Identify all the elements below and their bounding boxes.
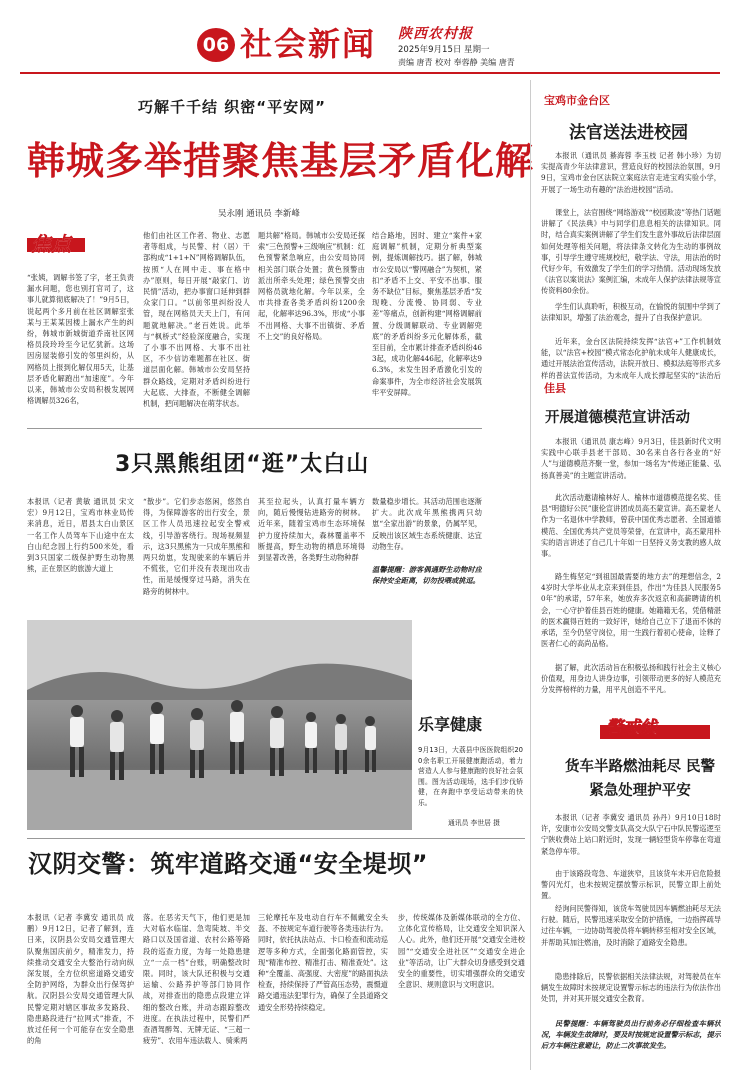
jiaxian-headline: 开展道德模范宣讲活动 (545, 410, 690, 426)
section-title: 社会新闻 (240, 25, 377, 63)
baoji-headline: 法官送法进校园 (569, 123, 688, 143)
baoji-para-4: 近年来，金台区法院持续发挥“法官+”工作机制效能，以“法官+校园”模式常态化护航未成年人健康成长，通过开展法治宣传活动，法院开放日、模拟法庭等形式多样的普法宣传活动，为未成年人成长撑起坚实的“法治后 (541, 337, 721, 380)
running-event-photo (27, 620, 412, 830)
bear-headline: 3只黑熊组团“逛”太白山 (115, 452, 370, 477)
lead-column-2: 他们由社区工作者、物业、志愿者等组成，与民警、村（居）干部构成“1+1+N”网格调解队伍，按照“人在网中走、事在格中办”原则，每日开展“敲家门、访民情”活动，把办事窗口延伸到群众家门口。“以前邻里纠纷没人管，现在网格员天天上门，有问题就地解决。”老百姓说。此举与“枫桥式”经验深度融合，实现了小事不出网格、大事不出社区，不少信访难题都在社区、街道层面化解。韩城市公安局坚持群众路线，定期对矛盾纠纷进行大起底、大排查，不断健全调解机制，把问题解决在萌芽状态。 (143, 231, 250, 409)
lead-column-3: 题共解”格局。韩城市公安局还探索“三色预警+三级响应”机制：红色预警紧急响应，由公安局协同相关部门联合处置；黄色预警由派出所牵头处理；绿色预警交由网格员就地化解。今年以来，全市共排查各类矛盾纠纷1200余起，化解率达96.3%，形成“小事不出网格、大事不出镇街、矛盾不上交”的良好格局。 (258, 231, 365, 341)
jiaxian-kicker: 佳县 (544, 382, 566, 395)
bear-column-3: 其至拉起头，认真打量车辆方向，随后慢慢钻进路旁的树林。近年来，随着宝鸡市生态环境保护力度持续加大，森林覆盖率不断提高，野生动物的栖息环境得到显著改善，各类野生动物种群 (258, 497, 365, 563)
right-column-rule (530, 80, 531, 1070)
jiaxian-para-2: 此次活动邀请榆林好人、榆林市道德模范提名奖、佳县“明德好公民”康伦宣讲团成员高丕蒙宣讲。高丕蒙老人作为一名退休中学教师，曾获中国优秀志愿者、全国道德模范、全国优秀共产党员等荣誉，在宣讲中，高丕蒙用朴实的语言讲述了自己几十年如一日坚持义务支教的感人故事。 (541, 493, 721, 559)
lead-kicker: 巧解千千结 织密“平安网” (138, 98, 326, 116)
hanyin-column-1: 本报讯（记者 李冀安 通讯员 成鹏）9月12日，记者了解到，连日来，汉阴县公安局交通管理大队聚焦国庆前夕，精准发力，持续推动交通安全大整治行动向纵深发展，全方位织密道路交通安全防护网络，为群众出行保驾护航。汉阴县公安局交通管理大队民警定期对辖区事故多发路段、隐患路段进行“拉网式”排查，不放过任何一个可能存在安全隐患的角 (27, 913, 134, 1046)
bear-column-1: 本报讯（记者 黄敏 通讯员 宋文宏）9月12日，宝鸡市林业局传来消息，近日，眉县太白山景区一名工作人员驾车下山途中在太白山纪念园上行约500米处，看到3只国家二级保护野生动物黑熊，正在景区的旅游大道上 (27, 497, 134, 574)
lead-headline: 韩城多举措聚焦基层矛盾化解 (27, 139, 535, 183)
bear-column-2: “散步”。它们步态悠闲，悠然自得，为保障游客的出行安全，景区工作人员迅速拉起安全警戒线，引导游客绕行。现场视频显示，这3只黑熊为一只成年黑熊和两只幼崽，发现驶来的车辆后并不慌张，它们并没有表现出攻击性，而是缓慢穿过马路，消失在路旁的树林中。 (143, 497, 250, 596)
hanyin-column-4: 步，传统媒体及新媒体联动的全方位、立体化宣传格局，让交通安全知识深入人心。此外，他们还开展“交通安全进校园”“交通安全进社区”“交通安全进企业”等活动，让广大群众切身感受到交通安全的重要性，切实增强群众的交通安全意识、规则意识与文明意识。 (398, 913, 525, 990)
issue-date: 2025年9月15日 星期一 (398, 45, 490, 55)
jiaxian-para-4: 据了解，此次活动旨在积极弘扬和践行社会主义核心价值观，用身边人讲身边事，引领带动更多的好人模范充分发挥榜样的力量，用平凡创造不平凡。 (541, 663, 721, 695)
alert-para-2: 由于该路段弯急、车道狭窄，且该货车未开启危险报警闪光灯，也未按规定摆放警示标识，民警立即上前处置。 (541, 869, 721, 901)
health-photo-credit: 通讯员 李世居 摄 (448, 819, 500, 827)
masthead-rule (20, 72, 720, 74)
baoji-kicker: 宝鸡市金台区 (544, 94, 610, 107)
health-caption: 9月13日，大荔县中医医院组织200余名职工开展健康跑活动，着力营造人人参与健康跑的良好社会氛围。图为活动现场，选手们步伐矫健，在奔跑中享受运动带来的快乐。 (418, 746, 523, 807)
lead-byline: 吴永刚 通讯员 李新峰 (218, 209, 300, 219)
bear-reminder: 温馨提醒：游客偶遇野生动物时应保持安全距离，切勿投喂或挑逗。 (372, 565, 482, 586)
alert-tag-label: 警戒线 (606, 718, 657, 738)
health-title: 乐享健康 (418, 715, 483, 734)
bear-column-4: 数量稳步增长。其活动范围也逐渐扩大。此次成年黑熊携两只幼崽“全家出游”的景象，仍属罕见，反映出该区域生态系统健康、达宜动物生存。 (372, 497, 482, 551)
focus-tag (27, 228, 85, 256)
runners-illustration (27, 620, 412, 830)
alert-para-4: 隐患排除后，民警依据相关法律法规，对驾驶员在车辆发生故障时未按规定设置警示标志的违法行为依法作出处罚，并对其开展交通安全教育。 (541, 972, 721, 1004)
hanyin-column-3: 三轮摩托车及电动自行车不佩戴安全头盔、不按规定车道行驶等各类违法行为。同时，依托执法站点、卡口检查和流动巡逻等多种方式，全面强化路面管控，实现“精准布控、精准打击、精准查处”。这种“全覆盖、高强度、大密度”的路面执法检查，持续保持了严管高压态势，震慑道路交通违法犯罪行为，确保了全县道路交通安全形势持续稳定。 (258, 913, 388, 1012)
focus-tag-label: 焦点 (31, 232, 71, 256)
section-divider (27, 428, 482, 429)
hanyin-headline: 汉阴交警：筑牢道路交通“安全堤坝” (28, 850, 429, 878)
section-divider-2 (27, 838, 525, 839)
alert-reminder: 民警提醒：车辆驾驶员出行前务必仔细检查车辆状况，车辆发生故障时，要及时按规定设置警示标志，提示后方车辆注意避让，防止二次事故发生。 (541, 1019, 721, 1051)
hanyin-column-2: 落。在恶劣天气下，他们更是加大对临水临崖、急弯陡坡、半交路口以及国省道、农村公路等路段的巡查力度，为每一处隐患建立“一点一档”台账，明确整改时限。同时，该大队还积极与交通运输、公路养护等部门协同作战，对排查出的隐患点段建立详细的整改台账，并动态跟踪整改进度。在执法过程中，民警们严查酒驾醉驾、无牌无证、“三超一疲劳”、农用车违法载人、骑乘两 (143, 913, 250, 1046)
baoji-para-3: 学生们认真聆听，积极互动，在愉悦的氛围中学到了法律知识，增强了法治观念，提升了自我保护意识。 (541, 302, 721, 323)
baoji-para-1: 本报讯（通讯员 綦海蓉 李玉枝 记者 韩小珍）为切实提高青少年法律意识，营造良好的校园法治氛围，9月9日，宝鸡市金台区法院立案庭法官走进宝鸡实验小学，开展了一场生动有趣的“法治进校园”活动。 (541, 151, 721, 194)
jiaxian-para-3: 路生梅坚定“到祖国最需要的地方去”的理想信念，24岁时大学毕业从北京来到佳县，作出“为佳县人民服务50年”的承诺，57年来，她放弃多次返京和高薪聘请的机会，一心守护着佳县百姓的健康。她籍籍无名，凭借精湛的医术赢得百姓的一致好评，她给自己立下了退而不休的承诺，至今仍坚守岗位，用一生践行着初心使命，诠释了医者仁心的高尚品格。 (541, 572, 721, 649)
alert-para-3: 经询问民警得知，该货车驾驶员因车辆燃油耗尽无法行驶。随后，民警迅速采取安全防护措施，一边指挥疏导过往车辆，一边协助驾驶员将车辆转移至相对安全区域，并帮助其加注燃油，及时消除了道路安全隐患。 (541, 904, 721, 947)
baoji-para-2: 课堂上，法官围绕“网络游戏”“校园欺凌”等热门话题讲解了《民法典》中与同学们息息相关的法律知识。同时，结合真实案例讲解了学生们发生意外事故后法律层面如何处理等相关问题，将法律条文转化为生动的事例故事，引导学生遵守班规校纪，敬学法、守法，用法治的时代好少年，有效激发了学生们的学习热情。活动现场发放《法官以案说法》案例汇编，未成年人保护法律法规等宣传资料80余份。 (541, 208, 721, 296)
page-number: 06 (202, 34, 230, 56)
alert-para-1: 本报讯（记者 李冀安 通讯员 孙丹）9月10日18时许，安康市公安局交警支队高交大队宁石中队民警巡逻至宁陕收费站上站口附近时，发现一辆轻型货车停靠在弯道紧急停车带。 (541, 813, 721, 856)
alert-headline: 货车半路燃油耗尽 民警紧急处理护平安 (564, 759, 716, 799)
newspaper-name: 陕西农村报 (398, 26, 473, 42)
lead-column-4: 结合路地，因时、建立“案件+家庭调解”机制，定期分析典型案例，提炼调解技巧。据了解，韩城市公安局以“警网融合”为契机，紧扣“矛盾不上交、平安不出事、服务不缺位”目标，聚焦基层矛盾“发现晚、分流慢、协同弱、专业差”等痛点，创新构建“网格调解前置、分级调解联动、专业调解兜底”的矛盾纠纷多元化解体系，截至目前，全市累计排查矛盾纠纷463起，成功化解446起，化解率达96.3%，未发生因矛盾激化引发的命案事件，为全市经济社会发展筑牢平安屏障。 (372, 231, 482, 397)
jiaxian-para-1: 本报讯（通讯员 康志峰）9月3日，佳县新时代文明实践中心联手县老干部局、30名来自各行各业的“好人”与道德模范齐聚一堂，参加一场名为“传递正能量、弘扬真善美”的主题宣讲活动。 (541, 437, 721, 480)
lead-column-1: “张姨，调解书签了字，老王负责漏水问题，您也别打官司了，这事儿就算彻底解决了！”9月5日，说起两个多月前在社区调解室张某与王某某因楼上漏水产生的纠纷，韩城市新城街道乔南社区网格员段玲玲至今记忆犹新。这场因房屋装修引发的邻里纠纷，从网格员上报到化解仅用5天，让基层矛盾化解跑出“加速度”。今年以来，韩城市公安局积极发展网格调解员326名， (27, 273, 134, 406)
alert-tag (600, 711, 710, 745)
page-number-badge (197, 28, 235, 62)
editors-line: 责编 唐青 校对 奉蓉静 美编 唐青 (398, 58, 515, 67)
